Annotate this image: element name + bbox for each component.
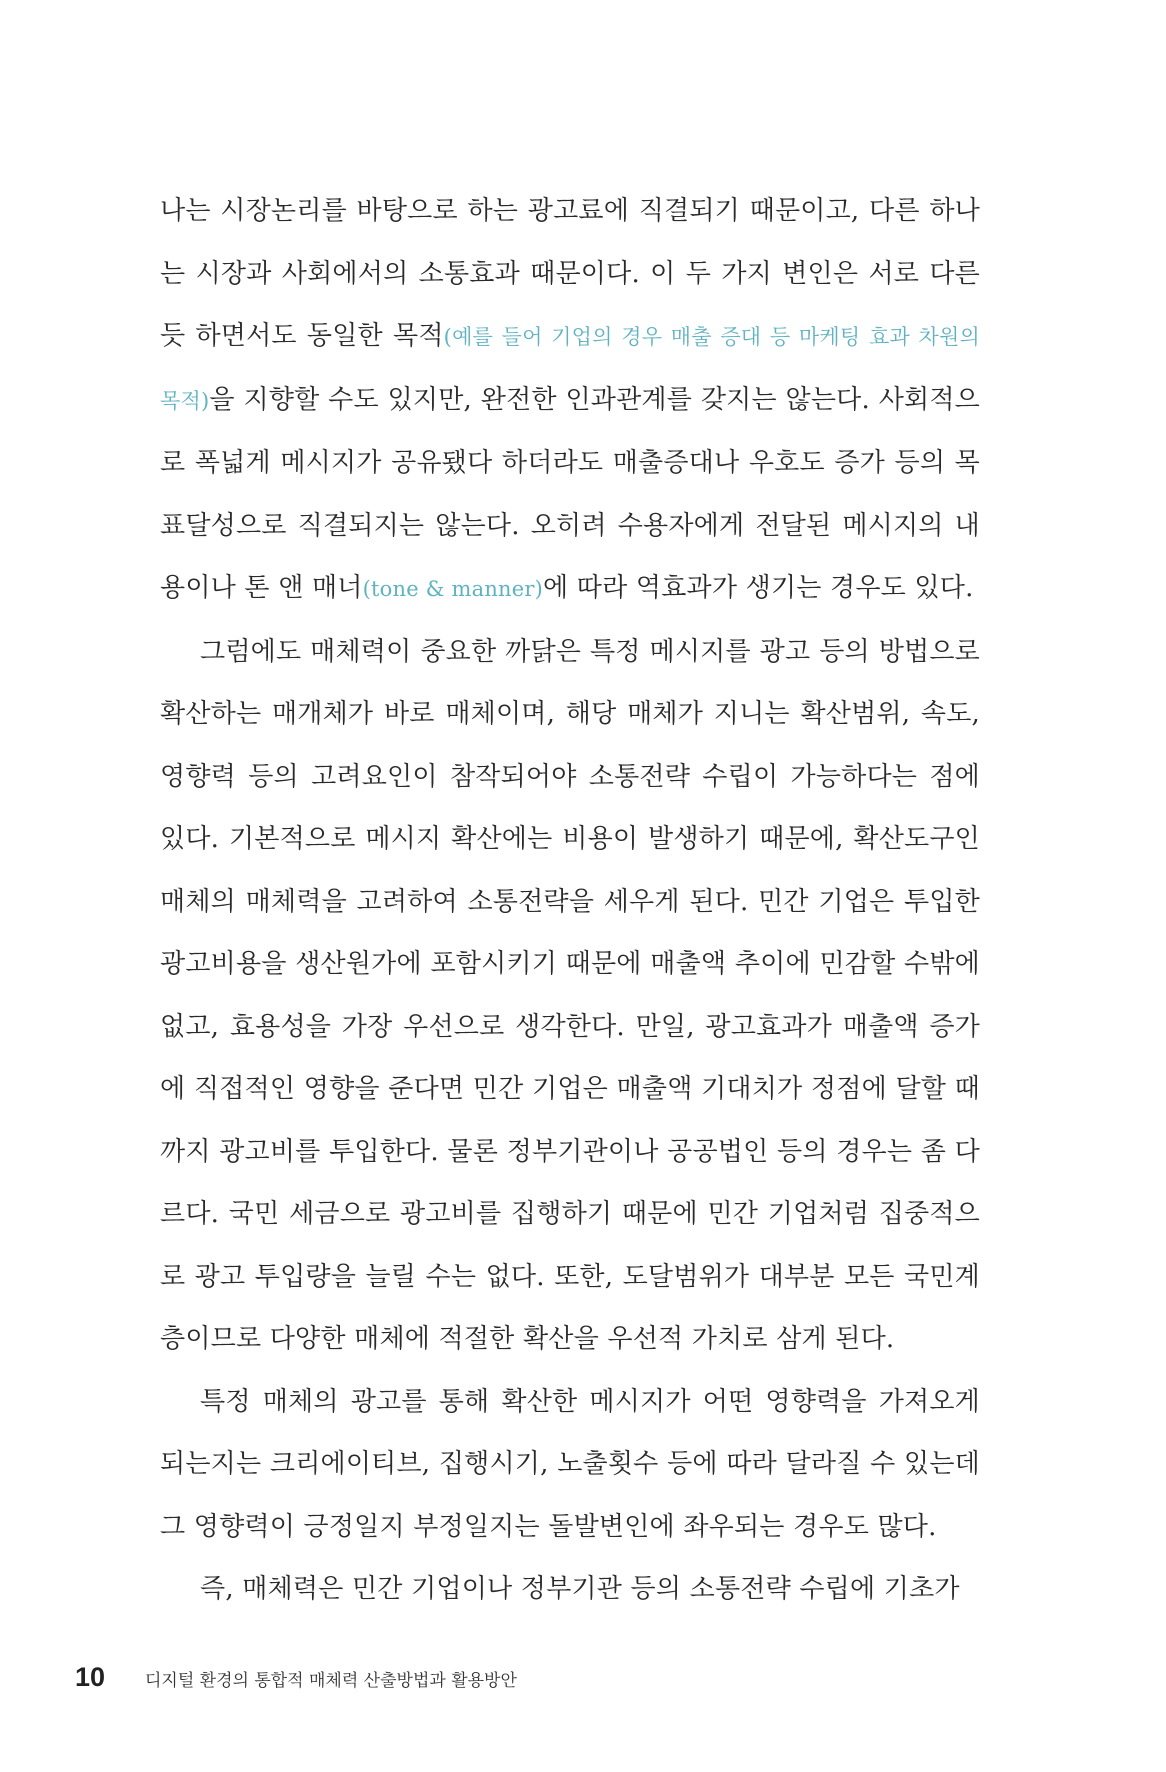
paragraph-1: [160, 180, 980, 621]
annotation-example: (예를 들어 기업의 경우 매출 증대 등 마케팅 효과 차원의 목적): [160, 325, 980, 413]
paragraph-1-text-a: 나는 시장논리를 바탕으로 하는 광고료에 직결되기 때문이고, 다른 하나는 시장과 사회에서의 소통효과 때문이다. 이 두 가지 변인은 서로 다른 듯 하면서도 동일한 목적: [160, 196, 980, 351]
page-number: 10: [75, 1662, 106, 1692]
running-title: 디지털 환경의 통합적 매체력 산출방법과 활용방안: [145, 1671, 517, 1691]
page-footer: [75, 1662, 517, 1702]
paragraph-1-text-b: 을 지향할 수도 있지만, 완전한 인과관계를 갖지는 않는다. 사회적으로 폭넓게 메시지가 공유됐다 하더라도 매출증대나 우호도 증가 등의 목표달성으로 직결되지는 않는다. 오히려 수용자에게 전달된 메시지의 내용이나 톤 앤 매너: [160, 384, 980, 603]
annotation-tone-manner: (tone & manner): [362, 577, 544, 601]
paragraph-3: 특정 매체의 광고를 통해 확산한 메시지가 어떤 영향력을 가져오게 되는지는 크리에이티브, 집행시기, 노출횟수 등에 따라 달라질 수 있는데 그 영향력이 긍정일지 부정일지는 돌발변인에 좌우되는 경우도 많다.: [160, 1386, 980, 1542]
paragraph-4: 즉, 매체력은 민간 기업이나 정부기관 등의 소통전략 수립에 기초가: [200, 1574, 960, 1604]
paragraph-2: 그럼에도 매체력이 중요한 까닭은 특정 메시지를 광고 등의 방법으로 확산하는 매개체가 바로 매체이며, 해당 매체가 지니는 확산범위, 속도, 영향력 등의 고려요인이 참작되어야 소통전략 수립이 가능하다는 점에 있다. 기본적으로 메시지 확산에는 비용이 발생하기 때문에, 확산도구인 매체의 매체력을 고려하여 소통전략을 세우게 된다. 민간 기업은 투입한 광고비용을 생산원가에 포함시키기 때문에 매출액 추이에 민감할 수밖에 없고, 효용성을 가장 우선으로 생각한다. 만일, 광고효과가 매출액 증가에 직접적인 영향을 준다면 민간 기업은 매출액 기대치가 정점에 달할 때까지 광고비를 투입한다. 물론 정부기관이나 공공법인 등의 경우는 좀 다르다. 국민 세금으로 광고비를 집행하기 때문에 민간 기업처럼 집중적으로 광고 투입량을 늘릴 수는 없다. 또한, 도달범위가 대부분 모든 국민계층이므로 다양한 매체에 적절한 확산을 우선적 가치로 삼게 된다.: [160, 636, 980, 1354]
body-text: [160, 180, 980, 1621]
paragraph-1-text-c: 에 따라 역효과가 생기는 경우도 있다.: [543, 573, 974, 603]
